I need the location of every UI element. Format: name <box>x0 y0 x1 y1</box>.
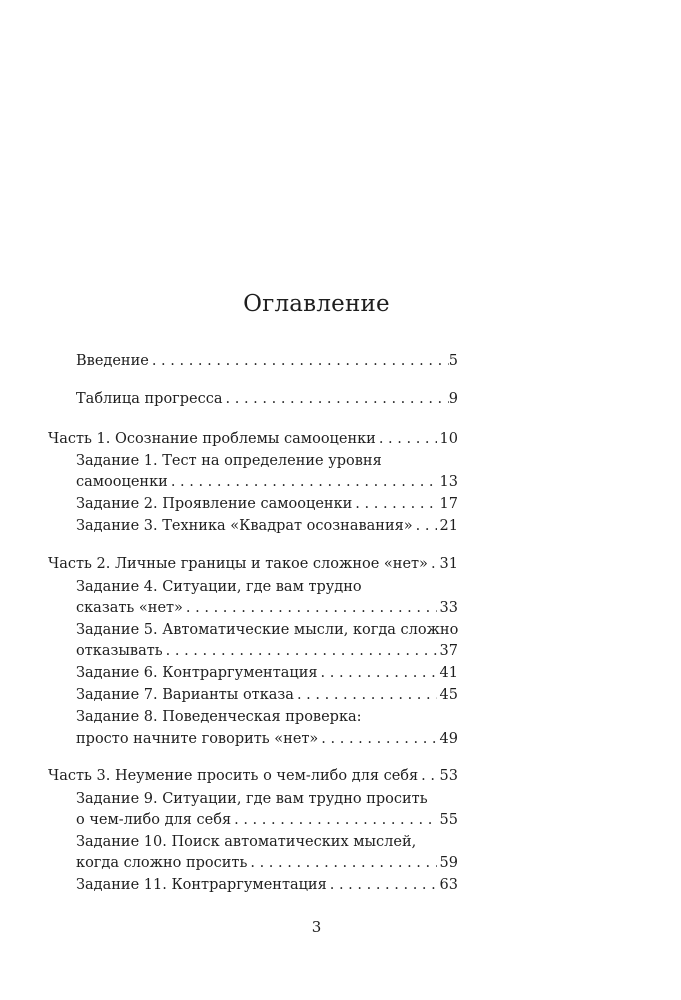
dot-leader <box>234 809 436 831</box>
toc-entry-text: Задание 6. Контраргументация <box>76 665 318 681</box>
toc-entry-text: отказывать <box>76 643 163 659</box>
toc-page-number: 33 <box>439 600 458 616</box>
toc-entry-task11[interactable] <box>76 874 458 896</box>
dot-leader <box>297 684 437 706</box>
toc-entry-task9-line1[interactable]: Задание 9. Ситуации, где вам трудно просить <box>76 791 428 807</box>
dot-leader <box>321 728 436 750</box>
toc-entry-text: Таблица прогресса <box>76 391 223 407</box>
toc-entry-intro[interactable] <box>76 350 458 372</box>
toc-entry-text: Задание 2. Проявление самооценки <box>76 496 353 512</box>
toc-page-number: 10 <box>439 431 458 447</box>
toc-entry-text: о чем-либо для себя <box>76 812 232 828</box>
toc-entry-task5-line1[interactable]: Задание 5. Автоматические мысли, когда сложно <box>76 622 459 638</box>
toc-entry-task6[interactable] <box>76 662 458 684</box>
toc-entry-task7[interactable] <box>76 684 458 706</box>
toc-page-number: 9 <box>448 391 458 407</box>
toc-entry-task10-line1[interactable]: Задание 10. Поиск автоматических мыслей, <box>76 834 417 850</box>
toc-entry-text: Задание 7. Варианты отказа <box>76 687 294 703</box>
toc-page-number: 45 <box>439 687 458 703</box>
dot-leader <box>166 640 437 662</box>
dot-leader <box>152 350 449 372</box>
toc-entry-progress[interactable] <box>76 388 458 410</box>
toc-page-number: 63 <box>439 877 458 893</box>
dot-leader <box>250 852 436 874</box>
toc-entry-part1[interactable] <box>48 428 458 450</box>
toc-page-number: 37 <box>439 643 458 659</box>
toc-entry-text: Задание 3. Техника «Квадрат осознавания» <box>76 518 413 534</box>
toc-entry-text: когда сложно просить <box>76 855 248 871</box>
toc-entry-part2[interactable] <box>48 553 458 575</box>
toc-entry-text: самооценки <box>76 474 168 490</box>
toc-entry-text: Задание 11. Контраргументация <box>76 877 327 893</box>
page-number: 3 <box>311 918 322 936</box>
dot-leader <box>421 765 436 787</box>
page-title: Оглавление <box>243 291 390 317</box>
toc-entry-task8-line1[interactable]: Задание 8. Поведенческая проверка: <box>76 709 362 725</box>
dot-leader <box>171 471 437 493</box>
toc-entry-text: просто начните говорить «нет» <box>76 731 319 747</box>
toc-page-number: 5 <box>448 353 458 369</box>
toc-entry-task3[interactable] <box>76 515 458 537</box>
toc-entry-text: Часть 3. Неумение просить о чем-либо для себя <box>48 768 419 784</box>
toc-page-number: 17 <box>439 496 458 512</box>
toc-entry-text: сказать «нет» <box>76 600 183 616</box>
dot-leader <box>330 874 437 896</box>
dot-leader <box>321 662 437 684</box>
toc-page-number: 41 <box>439 665 458 681</box>
toc-page-number: 13 <box>439 474 458 490</box>
dot-leader <box>431 553 437 575</box>
toc-entry-task5[interactable] <box>76 640 458 662</box>
toc-entry-text: Введение <box>76 353 149 369</box>
toc-page-number: 53 <box>439 768 458 784</box>
dot-leader <box>355 493 436 515</box>
toc-entry-part3[interactable] <box>48 765 458 787</box>
toc-entry-task4[interactable] <box>76 597 458 619</box>
dot-leader <box>186 597 437 619</box>
toc-entry-task2[interactable] <box>76 493 458 515</box>
toc-page-number: 31 <box>439 556 458 572</box>
toc-entry-task1-line1[interactable]: Задание 1. Тест на определение уровня <box>76 453 382 469</box>
toc-entry-task9[interactable] <box>76 809 458 831</box>
toc-entry-task1[interactable] <box>76 471 458 493</box>
toc-entry-task10[interactable] <box>76 852 458 874</box>
toc-entry-text: Часть 1. Осознание проблемы самооценки <box>48 431 376 447</box>
toc-page-number: 49 <box>439 731 458 747</box>
dot-leader <box>416 515 437 537</box>
toc-entry-text: Часть 2. Личные границы и такое сложное «нет» <box>48 556 428 572</box>
toc-page-number: 21 <box>439 518 458 534</box>
toc-entry-task4-line1[interactable]: Задание 4. Ситуации, где вам трудно <box>76 579 362 595</box>
toc-entry-task8[interactable] <box>76 728 458 750</box>
toc-page-number: 55 <box>439 812 458 828</box>
dot-leader <box>226 388 449 410</box>
dot-leader <box>379 428 437 450</box>
toc-page-number: 59 <box>439 855 458 871</box>
